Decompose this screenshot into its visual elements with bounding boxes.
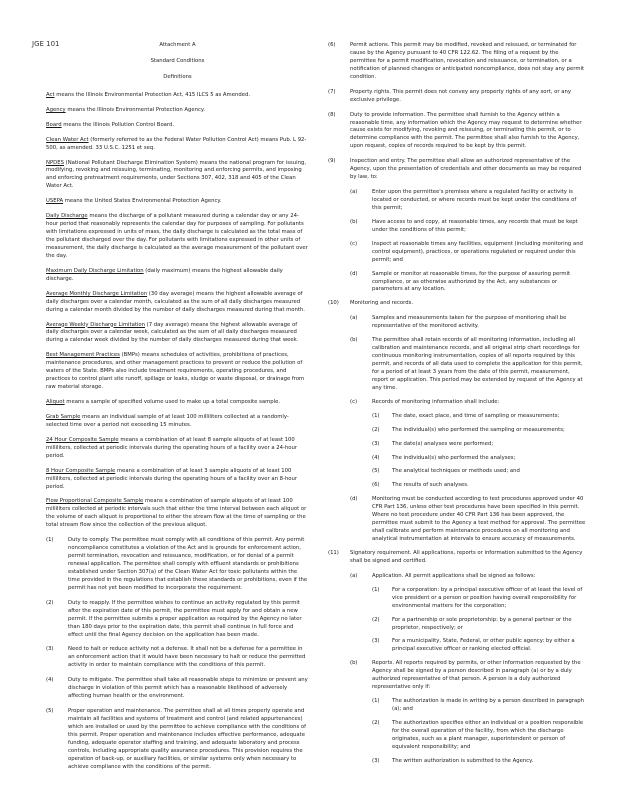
- record-item: [372, 413, 586, 421]
- record-items: [328, 413, 586, 491]
- record-item-text: The date, exact place, and time of sampling or measurements;: [392, 412, 560, 419]
- definition-text: means a combination of at least 8 sample aliquots of at least 100 milliliters, collected at periodic intervals during the operating hours of a facility over a 24-hour period.: [46, 436, 298, 459]
- definition-term: Best Management Practices: [46, 352, 120, 359]
- definition-item: [46, 322, 309, 346]
- record-item: [372, 455, 586, 463]
- definition-text: (7 day average) means the highest allowable average of daily discharges over a calendar week, calculated as the sum of all daily discharges measured during a calendar week divided by the number of daily discharges measured during that week.: [46, 321, 299, 344]
- signatory-a-item-text: For a partnership or sole proprietorship: by a general partner or the proprietor, respectively; or: [392, 616, 572, 631]
- monitoring-item-number: (b): [350, 337, 358, 344]
- monitoring-item-number: (a): [350, 315, 358, 322]
- inspection-item-text: Have access to and copy, at reasonable times, any records that must be kept under the conditions of this permit;: [372, 218, 578, 233]
- inspection-items: [328, 189, 586, 294]
- signatory-a-item: [372, 617, 586, 633]
- definition-item: [46, 160, 309, 192]
- definition-item: [46, 92, 309, 100]
- signatory-b-item-text: The authorization is made in writing by a person described in paragraph (a); and: [392, 698, 584, 712]
- definition-text: means the United States Environmental Protection Agency.: [64, 198, 222, 205]
- signatory-b-item-text: The written authorization is submitted to the Agency.: [392, 757, 534, 764]
- condition-item: [328, 158, 586, 182]
- condition-item-number: (7): [328, 88, 336, 95]
- signatory-a-item-text: For a corporation: by a principal executive officer of at least the level of vice president or a person or position having overall responsibility for environmental matters for the corporation;: [392, 586, 583, 609]
- monitoring-item: [350, 315, 586, 331]
- attachment-title: Attachment A: [159, 42, 196, 48]
- record-item: [372, 468, 586, 476]
- condition-item-text: Need to halt or reduce activity not a defense. It shall not be a defense for a permittee in an enforcement action that it would have been necessary to halt or reduce the permitted activity in order to maintain compliance with the conditions of this permit.: [68, 646, 306, 669]
- definition-text: means the Illinois Environmental Protection Agency.: [67, 106, 205, 113]
- signatory-b-item: [372, 720, 586, 752]
- signatory-b-item: [372, 758, 586, 766]
- record-item-number: (5): [372, 468, 380, 475]
- definition-item: [46, 437, 309, 461]
- definition-item: [46, 414, 309, 430]
- inspection-item-number: (a): [350, 189, 358, 196]
- definition-term: Clean Water Act: [46, 136, 89, 143]
- record-item: [372, 427, 586, 435]
- monitoring-item-number: (c): [350, 398, 358, 405]
- definition-text: means a sample of specified volume used to make up a total composite sample.: [66, 399, 281, 405]
- record-item-number: (6): [372, 482, 380, 489]
- signatory-a-item-number: (1): [372, 586, 380, 593]
- definition-text: (National Pollutant Discharge Elimination System) means the national program for issuing, modifying, revoking and reissuing, terminating, monitoring and enforcing permits, and imposing and enforcing pretreatment requirements, under Sections 307, 402, 318 and 405 of the Clean Water Act.: [46, 159, 306, 190]
- monitoring-items: [328, 315, 586, 406]
- definition-term: Daily Discharge: [46, 213, 88, 220]
- definition-text: means the discharge of a pollutant measured during a calendar day or any 24-hour period that reasonably represents the calendar day for purposes of sampling. For pollutants with limitations expressed in units of mass, the daily discharge is calculated as the total mass of the pollutant discharged over the day. For pollutants with limitations expressed in other units of measurement, the daily discharge is calculated as the average measurement of the pollutant over the day.: [46, 213, 308, 259]
- definition-text: (BMPs) means schedules of activities, prohibitions of practices, maintenance procedures, and other management practices to prevent or reduce the pollution of waters of the State. BMPs also include treatment requirements, operating procedures, and practices to control plant site runoff, spillage or leaks, sludge or waste disposal, or drainage from raw material storage.: [46, 352, 305, 391]
- signatory-a-item: [372, 587, 586, 611]
- definition-item: [46, 268, 309, 284]
- condition-item: [328, 89, 586, 105]
- definition-term: Grab Sample: [46, 413, 81, 420]
- document-subtitle: Standard Conditions: [150, 57, 205, 64]
- inspection-item-text: Sample or monitor at reasonable times, for the purpose of assuring permit compliance, or as otherwise authorized by the Act, any substances or parameters at any location.: [372, 270, 571, 293]
- record-item-number: (3): [372, 440, 380, 447]
- condition-item-number: (1): [46, 537, 54, 544]
- definition-term: Average Weekly Discharge Limitation: [46, 321, 145, 328]
- definition-item: [46, 137, 309, 153]
- definition-term: Act: [46, 91, 55, 98]
- inspection-item-number: (c): [350, 240, 358, 247]
- condition-item: [46, 537, 309, 593]
- monitoring-item-text: Samples and measurements taken for the purpose of monitoring shall be representative of the monitored activity.: [372, 315, 567, 330]
- condition-item: [328, 42, 586, 82]
- definition-item: [46, 468, 309, 492]
- condition-item-text: Permit actions. This permit may be modified, revoked and reissued, or terminated for cause by the Agency pursuant to 40 CFR 122.62. The filing of a request by the permittee for a permit modification, revocation and reissuance, or termination, or a notification of planned changes or anticipated noncompliance, does not stay any permit condition.: [350, 42, 585, 80]
- definition-term: Average Monthly Discharge Limitation: [46, 290, 148, 297]
- monitoring-item-d: (d) Monitoring must be conducted according to test procedures approved under 40 CFR Part 136, unless other test procedures have been specified in this permit. Where no test procedure under 40 CFR Part 136 has been approved, the permittee must submit to the Agency a test method for approval. The permittee shall calibrate and perform maintenance procedures on all monitoring and analytical instrumentation at intervals to ensure accuracy of measurements.: [350, 496, 586, 542]
- definition-text: (30 day average) means the highest allowable average of daily discharges over a calendar month, calculated as the sum of all daily discharges measured during a calendar month divided by the number of daily discharges measured during that month.: [46, 290, 305, 313]
- record-item-text: The date(s) analyses were performed;: [392, 440, 494, 447]
- condition-item-number: (4): [46, 677, 54, 684]
- condition-item-number: (3): [46, 646, 54, 653]
- condition-item-number: (5): [46, 708, 54, 715]
- signatory-b: (b) Reports. All reports required by permits, or other information requested by the Agency shall be signed by a person described in paragraph (a) or by a duly authorized representative of that person. A person is a duly authorized representative only if:: [350, 660, 581, 691]
- definition-item: [46, 291, 309, 315]
- condition-item-text: Property rights. This permit does not convey any property rights of any sort, or any exclusive privilege.: [350, 88, 572, 103]
- monitoring-item: [350, 399, 586, 407]
- condition-item-number: (8): [328, 111, 336, 118]
- inspection-item: [350, 241, 586, 265]
- condition-item: [46, 708, 309, 772]
- definition-item: [46, 213, 309, 261]
- signatory-b-item-number: (1): [372, 698, 380, 705]
- inspection-item-number: (d): [350, 270, 358, 277]
- inspection-item: [350, 271, 586, 295]
- monitoring-item-text: Records of monitoring information shall include:: [372, 398, 500, 405]
- definition-item: [46, 198, 309, 206]
- condition-item-text: Inspection and entry. The permittee shall allow an authorized representative of the Agency, upon the presentation of credentials and other documents as may be required by law, to:: [350, 158, 582, 181]
- definition-text: (daily maximum) means the highest allowable daily discharge.: [46, 267, 283, 282]
- signatory-b-item-number: (2): [372, 719, 380, 726]
- definition-term: Maximum Daily Discharge Limitation: [46, 267, 144, 274]
- signatory-b-item-number: (3): [372, 757, 380, 764]
- signatory-b-item-text: The authorization specifies either an individual or a position responsible for the overall operation of the facility, from which the discharge originates, such as a plant manager, superintendent or person of equivalent responsibility; and: [392, 719, 584, 750]
- definition-term: Board: [46, 121, 62, 128]
- record-item-number: (2): [372, 426, 380, 433]
- definition-term: USEPA: [46, 198, 64, 205]
- definition-item: [46, 399, 309, 407]
- inspection-item: [350, 189, 586, 213]
- signatory-a-item-number: (3): [372, 638, 380, 645]
- condition-item-text: Duty to provide information. The permittee shall furnish to the Agency within a reasonable time, any information which the Agency may request to determine whether cause exists for modifying, revoking and reissuing, or terminating this permit, or to determine compliance with the permit. The permittee shall also furnish to the Agency, upon request, copies of records required to be kept by this permit.: [350, 111, 582, 150]
- condition-item: [46, 646, 309, 670]
- definition-term: Aliquot: [46, 399, 65, 405]
- definition-text: (formerly referred to as the Federal Water Pollution Control Act) means Pub. L 92-500, as amended. 33 U.S.C. 1251 et seq.: [46, 136, 307, 151]
- monitoring-item: [350, 337, 586, 393]
- record-item-number: (1): [372, 412, 380, 419]
- record-item: [372, 482, 586, 490]
- signatory-a-items: [328, 587, 586, 655]
- inspection-item: [350, 219, 586, 235]
- signatory-a: (a) Application. All permit applications shall be signed as follows:: [350, 572, 536, 579]
- condition-item: [328, 112, 586, 152]
- definition-item: [46, 352, 309, 392]
- left-conditions-list: [46, 537, 309, 771]
- signatory-a-item-text: For a municipality, State, Federal, or other public agency: by either a principal executive officer or ranking elected official.: [392, 638, 575, 653]
- condition-item-number: (9): [328, 158, 336, 165]
- record-item-text: The individual(s) who performed the sampling or measurements;: [392, 426, 565, 433]
- condition-item-text: Duty to comply. The permittee must comply with all conditions of this permit. Any permit noncompliance constitutes a violation of the Act and is grounds for enforcement action, permit termination, revocation and reissuance, modification, or for denial of a permit renewal application. The permittee shall comply with effluent standards or prohibitions established under Section 307(a) of the Clean Water Act for toxic pollutants within the time provided in the regulations that establish these standards or prohibitions, even if the permit has not yet been modified to incorporate the requirement.: [68, 537, 308, 591]
- inspection-item-text: Inspect at reasonable times any facilities, equipment (including monitoring and control equipment), practices, or operations regulated or required under this permit; and: [372, 240, 583, 263]
- condition-item-number: (2): [46, 599, 54, 606]
- definition-text: means a combination of sample aliquots of at least 100 milliliters collected at periodic intervals such that either the time interval between each aliquot or the volume of each aliquot is proportional to either the stream flow at the time of sampling or the total stream flow since the collection of the previous aliquot.: [46, 498, 307, 529]
- signatory-b-item: [372, 698, 586, 714]
- definition-item: [46, 498, 309, 530]
- right-conditions-list: [328, 42, 586, 182]
- signatory-a-item-number: (2): [372, 616, 380, 623]
- signatory-heading: (11) Signatory requirement. All applications, reports or information submitted to the Agency shall be signed and certified.: [328, 549, 583, 564]
- definition-text: means an individual sample of at least 100 milliliters collected at a randomly-selected time over a period not exceeding 15 minutes.: [46, 413, 289, 428]
- condition-item-number: (6): [328, 42, 336, 48]
- inspection-item-number: (b): [350, 218, 358, 225]
- definition-term: 24 Hour Composite Sample: [46, 436, 119, 443]
- definition-item: [46, 107, 309, 115]
- definition-term: Flow Proportional Composite Sample: [46, 498, 144, 505]
- monitoring-item-text: The permittee shall retain records of all monitoring information, including all calibration and maintenance records, and all original strip chart recordings for continuous monitoring instrumentation, copies of all reports required by this permit, and records of all data used to complete the application for this permit, for a period of at least 3 years from the date of this permit, measurement, report or application. This period may be extended by request of the Agency at any time.: [372, 337, 583, 391]
- definition-term: 8 Hour Composite Sample: [46, 467, 116, 474]
- signatory-b-items: [328, 698, 586, 766]
- condition-item-text: Duty to mitigate. The permittee shall take all reasonable steps to minimize or prevent any discharge in violation of this permit which has a reasonable likelihood of adversely affecting human health or the environment.: [68, 677, 308, 700]
- definition-text: means the Illinois Environmental Protection Act, 415 ILCS 5 as Amended.: [56, 91, 251, 98]
- definition-term: Agency: [46, 106, 66, 113]
- signatory-a-item: [372, 638, 586, 654]
- record-item-number: (4): [372, 454, 380, 461]
- right-column: [328, 42, 586, 772]
- condition-item: [46, 677, 309, 701]
- left-column: [46, 42, 309, 779]
- condition-item-text: Proper operation and maintenance. The permittee shall at all times properly operate and maintain all facilities and systems of treatment and control (and related appurtenances) which are installed or used by the permittee to achieve compliance with the conditions of this permit. Proper operation and maintenance includes effective performance, adequate funding, adequate operator staffing and training, and adequate laboratory and process controls, including appropriate quality assurance procedures. This provision requires the operation of back-up, or auxiliary facilities, or similar systems only when necessary to achieve compliance with the conditions of the permit.: [68, 708, 307, 770]
- definition-term: NPDES: [46, 159, 64, 166]
- monitoring-heading: (10) Monitoring and records.: [328, 300, 414, 307]
- condition-item: [46, 600, 309, 640]
- definition-text: means a combination of at least 3 sample aliquots of at least 100 milliliters, collected at periodic intervals during the operating hours of a facility over an 8-hour period.: [46, 467, 298, 490]
- definition-item: [46, 122, 309, 130]
- record-item: [372, 441, 586, 449]
- page-label: JGE 101: [32, 40, 60, 48]
- record-item-text: The results of such analyses.: [392, 482, 469, 489]
- definitions-list: [46, 92, 309, 530]
- definitions-heading: Definitions: [163, 73, 192, 80]
- inspection-item-text: Enter upon the permittee's premises where a regulated facility or activity is located or conducted, or where records must be kept under the conditions of this permit;: [372, 189, 577, 211]
- condition-item-text: Duty to reapply. If the permittee wishes to continue an activity regulated by this permit after the expiration date of this permit, the permittee must apply for and obtain a new permit. If the permittee submits a proper application as required by the Agency no later than 180 days prior to the expiration date, this permit shall continue in full force and effect until the final Agency decision on the application has been made.: [68, 599, 302, 638]
- record-item-text: The analytical techniques or methods used; and: [392, 468, 520, 475]
- definition-text: means the Illinois Pollution Control Board.: [63, 121, 175, 128]
- record-item-text: The individual(s) who performed the analyses;: [392, 454, 516, 461]
